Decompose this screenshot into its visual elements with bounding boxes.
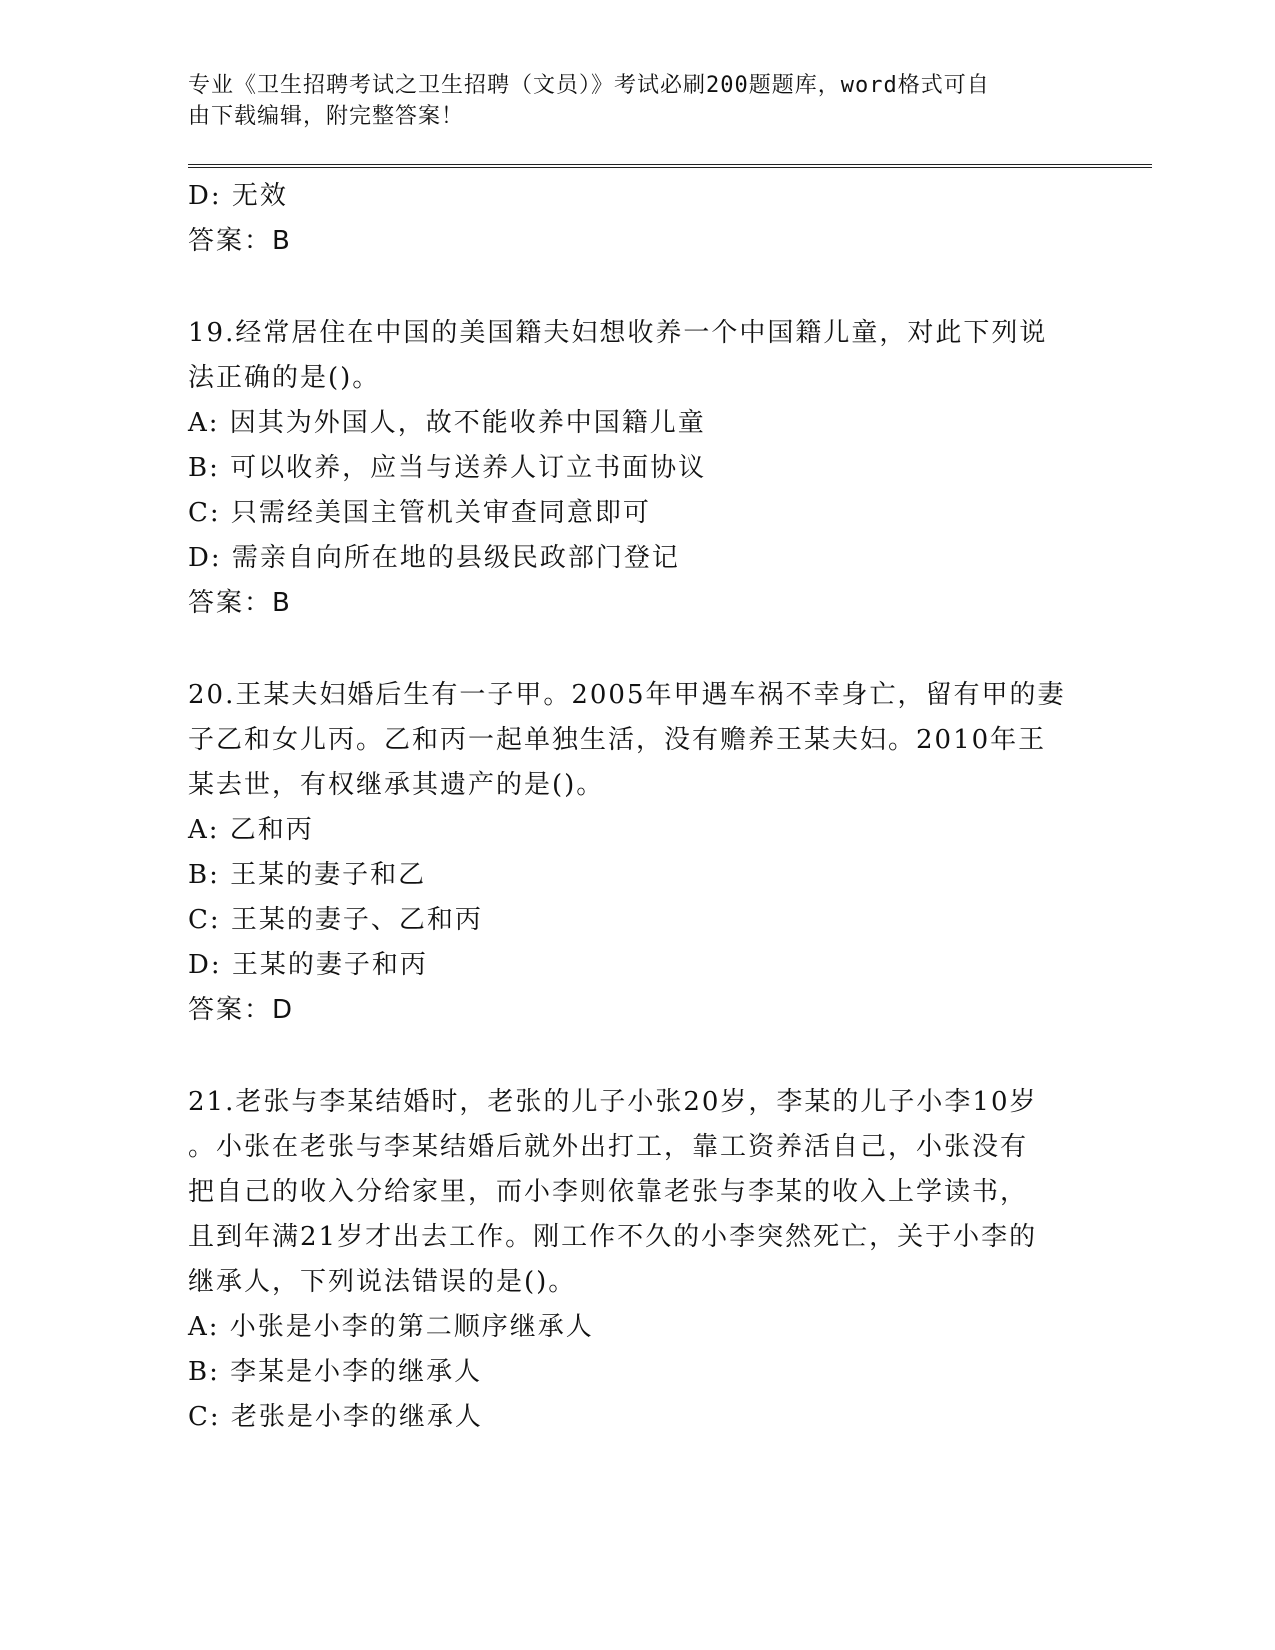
question-21 [188, 1080, 1148, 1440]
header-divider [188, 164, 1152, 168]
document-header [188, 70, 1068, 132]
question-stem-line: 某去世，有权继承其遗产的是()。 [188, 770, 605, 800]
question-stem-line: 继承人，下列说法错误的是()。 [188, 1267, 577, 1297]
question-content [188, 174, 1148, 1440]
option-c: C: 只需经美国主管机关审查同意即可 [188, 498, 651, 528]
question-stem-line: 19.经常居住在中国的美国籍夫妇想收养一个中国籍儿童，对此下列说 [188, 318, 1048, 348]
option-a: A: 小张是小李的第二顺序继承人 [188, 1312, 594, 1342]
header-line-1: 专业《卫生招聘考试之卫生招聘（文员）》考试必刷200题题库，word格式可自 [188, 73, 990, 98]
answer: 答案：B [188, 588, 292, 618]
question-stem-line: 20.王某夫妇婚后生有一子甲。2005年甲遇车祸不幸身亡，留有甲的妻 [188, 680, 1066, 710]
document-page [188, 70, 1148, 1440]
option-c: C: 王某的妻子、乙和丙 [188, 905, 483, 935]
option-d: D: 无效 [188, 181, 288, 211]
answer: 答案：D [188, 995, 295, 1025]
question-stem-line: 法正确的是()。 [188, 363, 381, 393]
question-stem-line: 把自己的收入分给家里，而小李则依靠老张与李某的收入上学读书， [188, 1177, 1029, 1207]
option-a: A: 乙和丙 [188, 815, 314, 845]
option-b: B: 可以收养，应当与送养人订立书面协议 [188, 453, 707, 483]
option-d: D: 需亲自向所在地的县级民政部门登记 [188, 543, 680, 573]
option-d: D: 王某的妻子和丙 [188, 950, 428, 980]
option-a: A: 因其为外国人，故不能收养中国籍儿童 [188, 408, 706, 438]
option-c: C: 老张是小李的继承人 [188, 1402, 483, 1432]
question-20 [188, 673, 1148, 1033]
question-19 [188, 311, 1148, 626]
option-b: B: 王某的妻子和乙 [188, 860, 427, 890]
option-b: B: 李某是小李的继承人 [188, 1357, 483, 1387]
question-stem-line: 21.老张与李某结婚时，老张的儿子小张20岁，李某的儿子小李10岁 [188, 1087, 1038, 1117]
answer: 答案：B [188, 226, 292, 256]
question-stem-line: 且到年满21岁才出去工作。刚工作不久的小李突然死亡，关于小李的 [188, 1222, 1038, 1252]
question-stem-line: 。小张在老张与李某结婚后就外出打工，靠工资养活自己，小张没有 [188, 1132, 1029, 1162]
header-line-2: 由下载编辑，附完整答案！ [188, 104, 465, 129]
question-stem-line: 子乙和女儿丙。乙和丙一起单独生活，没有赡养王某夫妇。2010年王 [188, 725, 1047, 755]
